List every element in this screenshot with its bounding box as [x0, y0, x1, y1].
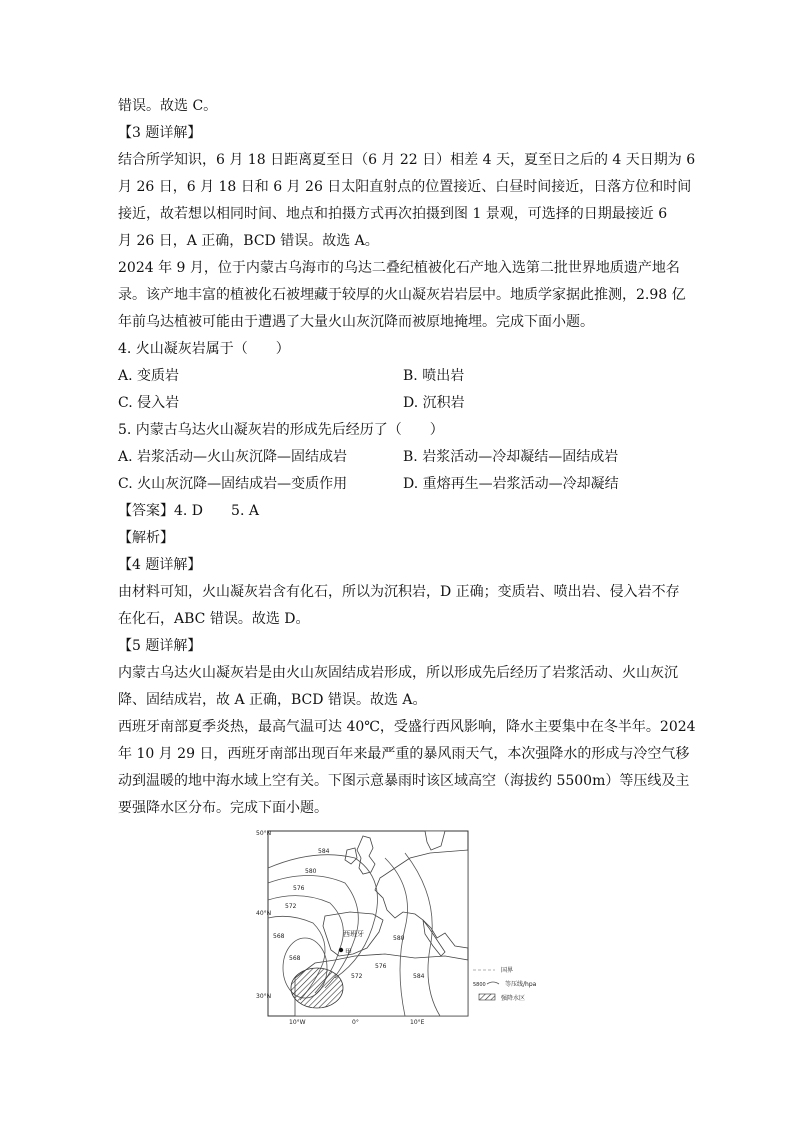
- text-line: 要强降水区分布。完成下面小题。: [118, 800, 328, 816]
- q5-option-c: C. 火山灰沉降—固结成岩—变质作用: [118, 476, 348, 492]
- text-line: 结合所学知识，6 月 18 日距离夏至日（6 月 22 日）相差 4 天，夏至日之后的 4 天日期为 6: [118, 152, 696, 168]
- isobar-label: 576: [375, 963, 387, 970]
- isobar-map-figure: [255, 828, 545, 1026]
- q4-option-b: B. 喷出岩: [403, 368, 465, 384]
- text-line: 错误。故选 C。: [118, 98, 218, 114]
- map-legend: [473, 966, 537, 1002]
- text-line: 月 26 日，6 月 18 日和 6 月 26 日太阳直射点的位置接近、白昼时间接近，日落方位和时间: [118, 179, 692, 195]
- isobar-label: 584: [318, 848, 330, 855]
- lon-label: 10°E: [410, 1019, 425, 1026]
- section-heading: 【5 题详解】: [118, 638, 202, 654]
- q4-option-a: A. 变质岩: [118, 368, 180, 384]
- answer-line: 【答案】4. D 5. A: [118, 503, 259, 519]
- q5-option-a: A. 岩浆活动—火山灰沉降—固结成岩: [118, 449, 348, 465]
- section-heading: 【4 题详解】: [118, 557, 202, 573]
- lat-label: 30°N: [256, 993, 272, 1000]
- question-5-stem: 5. 内蒙古乌达火山凝灰岩的形成先后经历了（ ）: [118, 422, 444, 438]
- text-line: 内蒙古乌达火山凝灰岩是由火山灰固结成岩形成，所以形成先后经历了岩浆活动、火山灰沉: [118, 665, 678, 681]
- text-line: 接近，故若想以相同时间、地点和拍摄方式再次拍摄到图 1 景观，可选择的日期最接近 6: [118, 206, 668, 222]
- lat-label: 50°N: [256, 830, 272, 837]
- lon-label: 10°W: [289, 1019, 306, 1026]
- lon-label: 0°: [352, 1019, 359, 1026]
- isobar-label: 580: [393, 935, 405, 942]
- text-line: 动到温暖的地中海水域上空有关。下图示意暴雨时该区域高空（海拔约 5500m）等压线及主: [118, 773, 690, 789]
- text-line: 由材料可知，火山凝灰岩含有化石，所以为沉积岩，D 正确；变质岩、喷出岩、侵入岩不存: [118, 584, 680, 600]
- place-label-jia: 甲: [345, 948, 352, 956]
- question-4-stem: 4. 火山凝灰岩属于（ ）: [118, 341, 290, 357]
- text-line: 降、固结成岩，故 A 正确，BCD 错误。故选 A。: [118, 692, 427, 708]
- point-jia-marker: [339, 948, 343, 952]
- place-label-spain: 西班牙: [343, 930, 364, 938]
- text-line: 2024 年 9 月，位于内蒙古乌海市的乌达二叠纪植被化石产地入选第二批世界地质遗产地名: [118, 260, 680, 276]
- q5-option-d: D. 重熔再生—岩浆活动—冷却凝结: [403, 476, 619, 492]
- text-line: 西班牙南部夏季炎热，最高气温可达 40℃，受盛行西风影响，降水主要集中在冬半年。2024: [118, 719, 696, 735]
- legend-isobar-line: [487, 982, 499, 984]
- q4-option-d: D. 沉积岩: [403, 395, 465, 411]
- legend-rain-swatch: [479, 994, 495, 1000]
- text-line: 录。该产地丰富的植被化石被埋藏于较厚的火山凝灰岩岩层中。地质学家据此推测，2.98 亿: [118, 287, 686, 303]
- legend-isobar-label: 等压线/hpa: [505, 981, 537, 988]
- isobar-label: 584: [413, 973, 425, 980]
- isobar-label: 572: [351, 973, 363, 980]
- isobar-label: 568: [289, 955, 301, 962]
- lat-label: 40°N: [256, 910, 272, 917]
- section-heading: 【解析】: [118, 530, 174, 546]
- text-line: 年前乌达植被可能由于遭遇了大量火山灰沉降而被原地掩埋。完成下面小题。: [118, 314, 594, 330]
- q5-option-b: B. 岩浆活动—冷却凝结—固结成岩: [403, 449, 619, 465]
- text-line: 在化石，ABC 错误。故选 D。: [118, 611, 310, 627]
- text-line: 年 10 月 29 日，西班牙南部出现百年来最严重的暴风雨天气，本次强降水的形成与冷空气移: [118, 746, 690, 762]
- heavy-rain-area: [291, 968, 343, 1008]
- isobar-label: 572: [285, 903, 297, 910]
- q4-option-c: C. 侵入岩: [118, 395, 180, 411]
- legend-rain-label: 强降水区: [501, 995, 526, 1002]
- legend-isobar-value: 5800: [473, 982, 486, 988]
- isobar-label: 580: [305, 868, 317, 875]
- legend-border-label: 国界: [501, 967, 514, 974]
- text-line: 月 26 日，A 正确，BCD 错误。故选 A。: [118, 233, 379, 249]
- isobar-label: 568: [273, 933, 285, 940]
- isobar-label: 576: [293, 885, 305, 892]
- section-heading: 【3 题详解】: [118, 125, 202, 141]
